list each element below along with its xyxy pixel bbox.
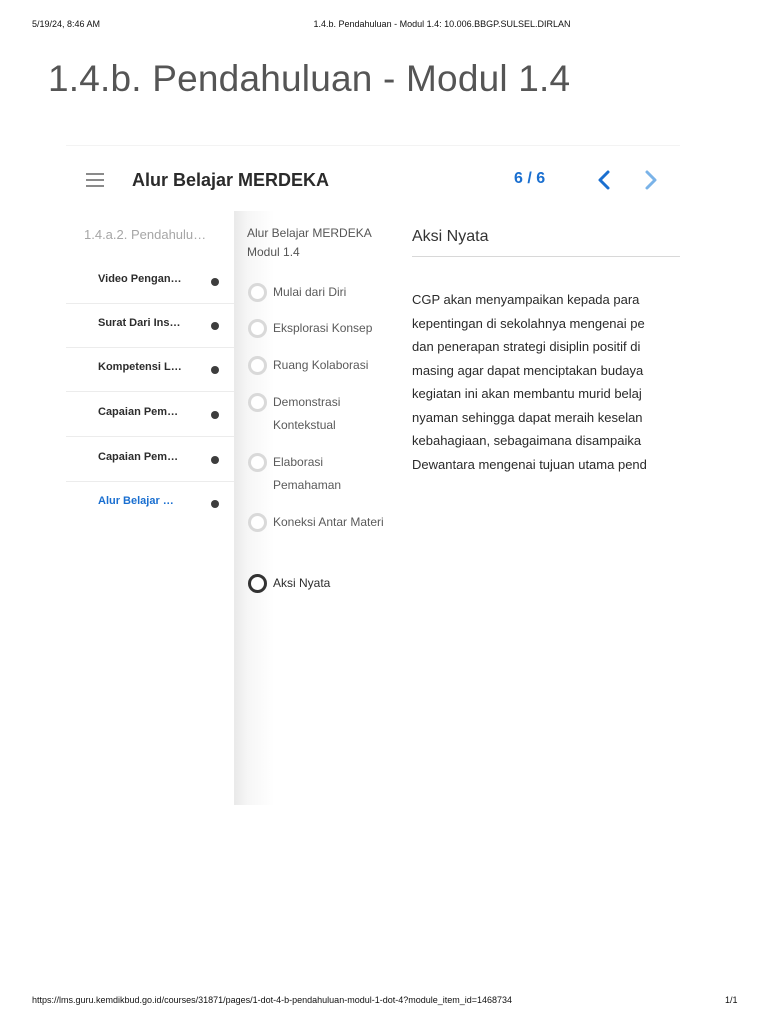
content-line: CGP akan menyampaikan kepada para — [412, 292, 640, 307]
learning-flow-header — [247, 224, 397, 262]
content-line: dan penerapan strategi disiplin positif di — [412, 339, 641, 354]
topic-status-dot — [211, 456, 219, 464]
topic-item-label: Alur Belajar … — [98, 495, 174, 507]
flow-step-label: Ruang Kolaborasi — [273, 358, 369, 372]
topic-status-dot — [211, 322, 219, 330]
topic-item-label: Surat Dari Ins… — [98, 317, 181, 329]
flow-step-label: Mulai dari Diri — [273, 285, 347, 299]
learning-flow-panel — [234, 211, 394, 805]
page-title: 1.4.b. Pendahuluan - Modul 1.4 — [48, 58, 571, 99]
learning-flow-subtitle: Modul 1.4 — [247, 245, 300, 259]
flow-step-label: Elaborasi Pemahaman — [273, 455, 342, 492]
step-radio-selected-icon — [248, 574, 267, 593]
print-date: 5/19/24, 8:46 AM — [32, 19, 101, 29]
learning-flow-title: Alur Belajar MERDEKA — [247, 226, 372, 240]
content-title: Aksi Nyata — [412, 228, 489, 245]
topic-status-dot — [211, 411, 219, 419]
topic-status-dot — [211, 500, 219, 508]
print-header — [0, 19, 768, 33]
chevron-left-icon — [594, 168, 614, 192]
topic-item-label: Capaian Pem… — [98, 451, 179, 463]
step-radio-icon — [248, 283, 267, 302]
content-line: kegiatan ini akan membantu murid belaj — [412, 386, 642, 401]
topic-status-dot — [211, 278, 219, 286]
topic-item[interactable] — [66, 347, 234, 392]
topic-list-panel — [66, 211, 234, 805]
topic-item[interactable] — [66, 392, 234, 437]
flow-step-label: Koneksi Antar Materi — [273, 515, 384, 529]
topic-item-label: Capaian Pem… — [98, 406, 179, 418]
module-topbar — [66, 145, 680, 212]
flow-step-label: Demonstrasi Kontekstual — [273, 395, 341, 432]
topic-status-dot — [211, 366, 219, 374]
module-title: Alur Belajar MERDEKA — [132, 170, 330, 190]
next-page-button[interactable] — [641, 168, 661, 192]
content-line: kepentingan di sekolahnya mengenai pe — [412, 315, 645, 331]
flow-step-label: Aksi Nyata — [273, 576, 331, 590]
topic-item[interactable] — [66, 437, 234, 482]
step-radio-icon — [248, 319, 267, 338]
topic-item[interactable] — [66, 259, 234, 304]
flow-step-label: Eksplorasi Konsep — [273, 321, 373, 335]
content-panel — [394, 211, 680, 805]
content-line: masing agar dapat menciptakan budaya — [412, 362, 644, 378]
content-body — [412, 288, 680, 476]
step-radio-icon — [248, 453, 267, 472]
content-line: nyaman sehingga dapat meraih keselan — [412, 409, 643, 425]
step-radio-icon — [248, 356, 267, 375]
step-radio-icon — [248, 393, 267, 412]
hamburger-menu-icon[interactable] — [86, 173, 104, 187]
content-line: Dewantara mengenai tujuan utama pend — [412, 456, 647, 472]
learning-module-frame — [66, 145, 680, 805]
print-footer — [0, 995, 768, 1009]
previous-page-button[interactable] — [594, 168, 614, 192]
topic-item[interactable] — [66, 303, 234, 348]
print-page-number: 1/1 — [725, 995, 738, 1005]
topic-item-active[interactable] — [66, 481, 234, 525]
topic-list-header[interactable]: 1.4.a.2. Pendahulu… — [84, 227, 207, 242]
step-radio-icon — [248, 513, 267, 532]
topic-item-label: Kompetensi L… — [98, 361, 182, 373]
content-divider — [412, 256, 680, 257]
topic-item-label: Video Pengan… — [98, 273, 182, 285]
content-line: kebahagiaan, sebagaimana disampaika — [412, 433, 642, 448]
print-document-title: 1.4.b. Pendahuluan - Modul 1.4: 10.006.BBGP.SULSEL.DIRLAN — [313, 19, 571, 29]
chevron-right-icon — [641, 168, 661, 192]
page-url: https://lms.guru.kemdikbud.go.id/courses/31871/pages/1-dot-4-b-pendahuluan-modul-1-dot-4?module_item_id=1468734 — [32, 995, 513, 1005]
page-counter: 6 / 6 — [514, 170, 546, 187]
